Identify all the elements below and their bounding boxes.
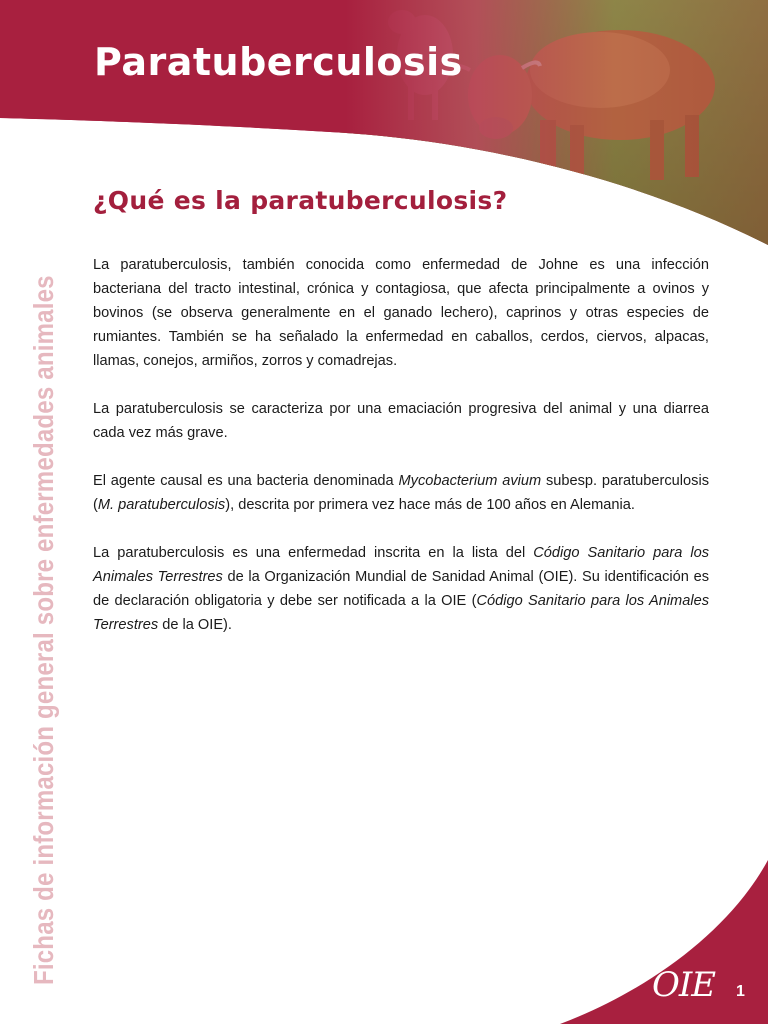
section-heading: ¿Qué es la paratuberculosis? bbox=[93, 186, 508, 215]
italic-text-run: Mycobacterium avium bbox=[398, 473, 542, 489]
series-vertical-title: Fichas de información general sobre enfermedades animales bbox=[28, 275, 59, 985]
italic-text-run: Código Sanitario para los Animales Terrestres bbox=[93, 545, 709, 585]
italic-text-run: Código Sanitario para los Animales Terrestres bbox=[93, 593, 709, 633]
paragraph-causal-agent bbox=[93, 469, 709, 517]
oie-logo: OIE bbox=[652, 965, 716, 1005]
text-run: El agente causal es una bacteria denominada bbox=[93, 473, 399, 489]
italic-text-run: M. paratuberculosis bbox=[97, 497, 226, 513]
paragraph-oie-listing bbox=[93, 541, 709, 637]
page-number: 1 bbox=[736, 983, 745, 1000]
text-run: de la Organización Mundial de Sanidad Animal (OIE). Su identificación es de declaración obligatoria y debe ser notificada a la OIE ( bbox=[93, 569, 709, 609]
text-run: La paratuberculosis es una enfermedad inscrita en la lista del bbox=[93, 545, 534, 561]
text-run: ), descrita por primera vez hace más de 100 años en Alemania. bbox=[225, 497, 635, 513]
main-content bbox=[93, 186, 709, 661]
page-title: Paratuberculosis bbox=[94, 40, 463, 84]
paragraph-definition: La paratuberculosis, también conocida como enfermedad de Johne es una infección bacteriana del tracto intestinal, crónica y contagiosa, que afecta principalmente a ovinos y bovinos (se observa generalmente en el ganado lechero), caprinos y otras especies de rumiantes. También se ha señalado la enfermedad en caballos, cerdos, ciervos, alpacas, llamas, conejos, armiños, zorros y comadrejas. bbox=[93, 257, 709, 369]
text-run: subesp. paratuberculosis ( bbox=[93, 473, 709, 513]
text-run: de la OIE). bbox=[158, 617, 232, 633]
paragraph-symptoms: La paratuberculosis se caracteriza por una emaciación progresiva del animal y una diarrea cada vez más grave. bbox=[93, 401, 709, 441]
